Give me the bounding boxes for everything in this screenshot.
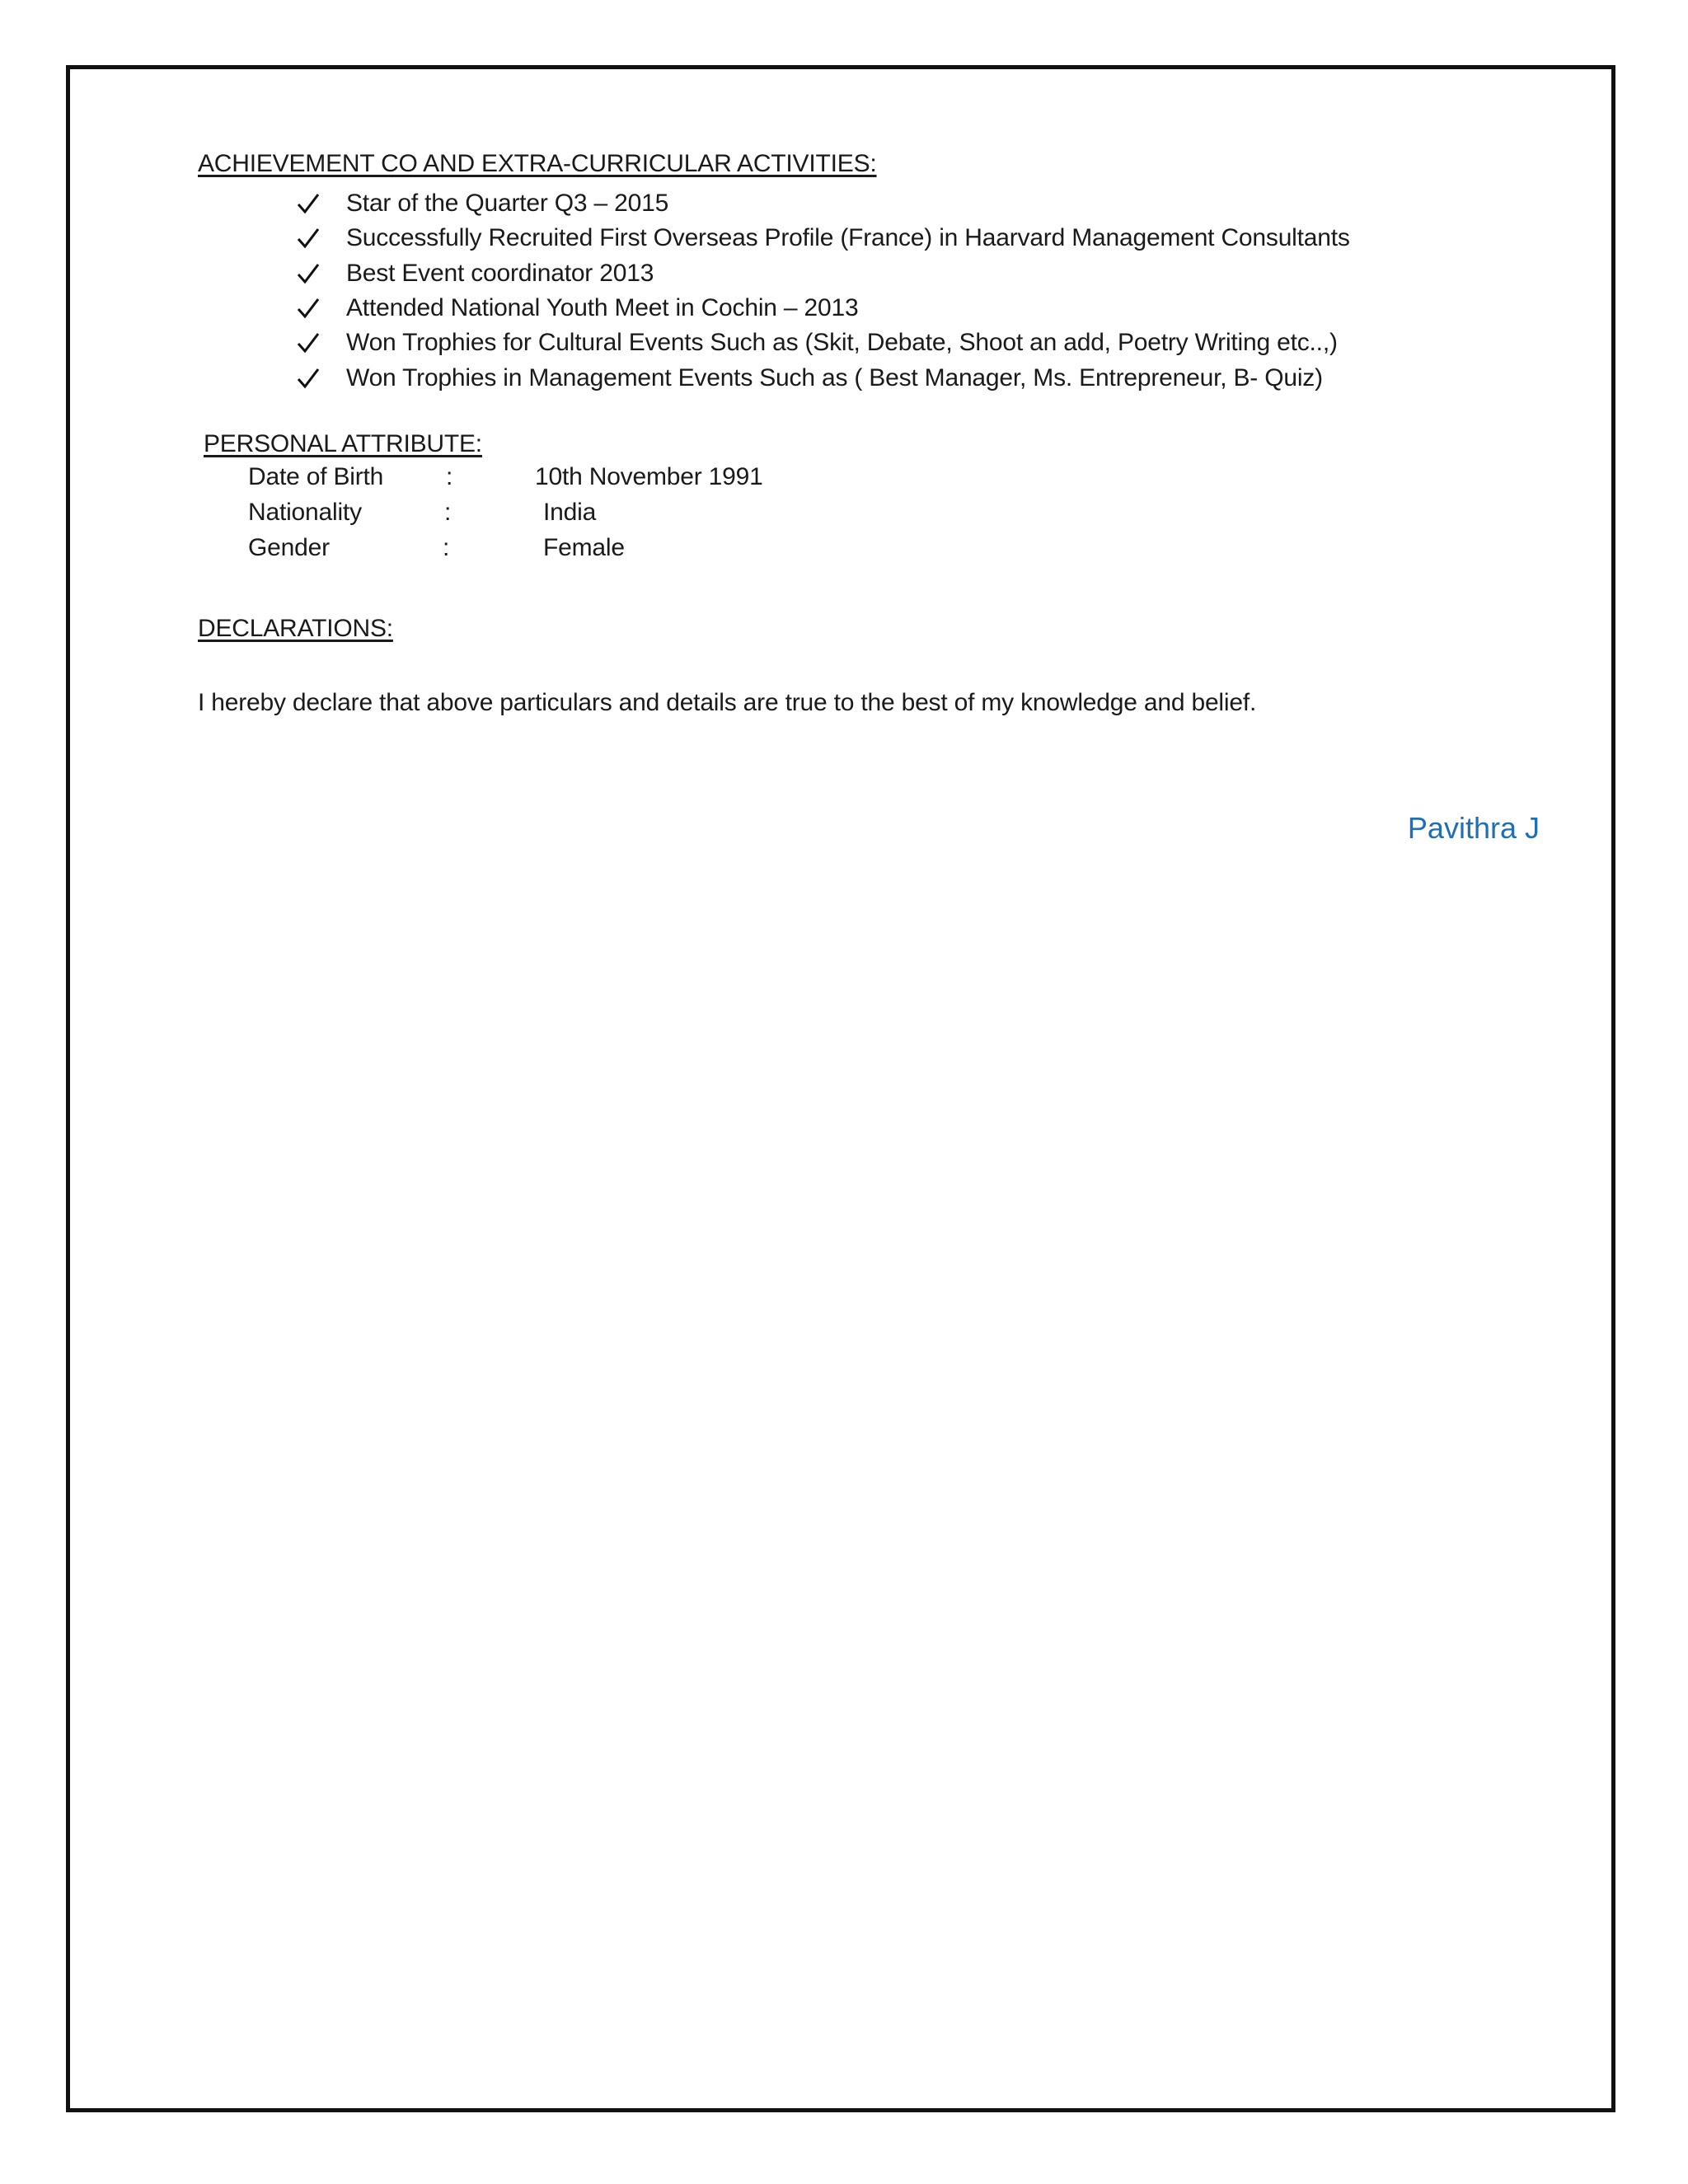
list-item [297,326,1350,360]
declarations-heading: DECLARATIONS: [198,615,393,642]
list-item [297,221,1350,255]
check-icon [297,368,320,389]
attr-label: Gender [248,534,330,561]
attr-label: Date of Birth [248,463,384,490]
list-item [297,256,1350,291]
declaration-text: I hereby declare that above particulars and details are true to the best of my knowledge and belief. [198,689,1257,716]
check-icon [297,193,320,214]
attr-colon: : [444,499,452,526]
attr-row-gender [248,534,990,569]
list-item [297,291,1350,326]
achievement-text: Won Trophies for Cultural Events Such as (Skit, Debate, Shoot an add, Poetry Writing etc..,) [346,329,1338,357]
signature-name: Pavithra J [1407,811,1540,845]
attr-value: Female [543,534,625,561]
attr-label: Nationality [248,499,362,526]
achievement-text: Best Event coordinator 2013 [346,259,654,287]
personal-attribute-table [248,463,990,569]
attr-row-nationality [248,499,990,534]
list-item [297,186,1350,221]
attr-colon: : [443,534,450,561]
list-item [297,360,1350,395]
check-icon [297,298,320,319]
achievements-list [297,186,1350,396]
achievement-text: Successfully Recruited First Overseas Profile (France) in Haarvard Management Consultants [346,224,1350,252]
personal-attribute-heading: PERSONAL ATTRIBUTE: [204,430,482,457]
attr-colon: : [446,463,453,490]
attr-row-date-of-birth [248,463,990,499]
achievement-text: Won Trophies in Management Events Such as ( Best Manager, Ms. Entrepreneur, B- Quiz) [346,363,1323,391]
check-icon [297,332,320,354]
check-icon [297,263,320,284]
achievement-text: Star of the Quarter Q3 – 2015 [346,190,669,218]
achievements-heading: ACHIEVEMENT CO AND EXTRA-CURRICULAR ACTIVITIES: [198,150,877,177]
attr-value: 10th November 1991 [535,463,763,490]
check-icon [297,227,320,249]
attr-value: India [543,499,597,526]
achievement-text: Attended National Youth Meet in Cochin – 2013 [346,294,859,322]
